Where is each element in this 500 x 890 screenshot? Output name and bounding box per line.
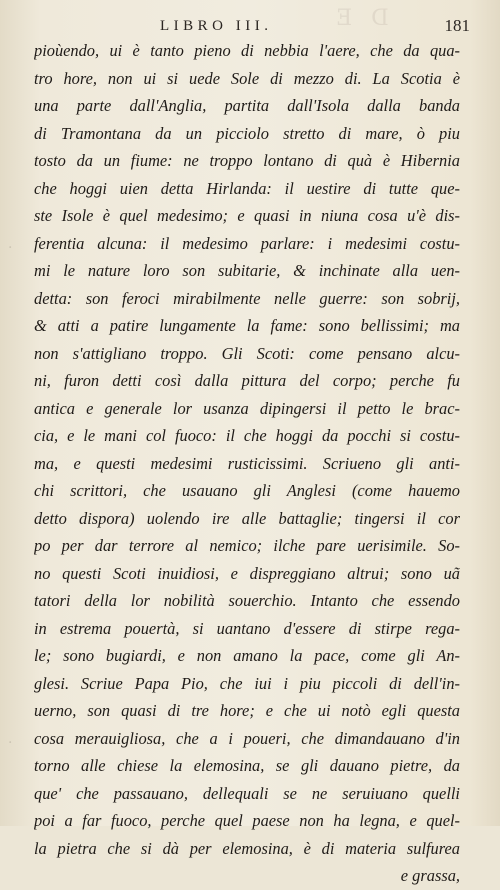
page-number: 181 <box>444 16 470 35</box>
text-line: tosto da un fiume: ne troppo lontano di quà è Hibernia <box>34 151 460 170</box>
text-line: detta: son feroci mirabilmente nelle guerre: son sobrij, <box>34 288 460 308</box>
text-line: le; sono bugiardi, e non amano la pace, come gli An- <box>34 646 460 665</box>
text-line: no questi Scoti inuidiosi, e dispreggiano altrui; sono uã <box>34 563 460 583</box>
margin-mark: · <box>8 240 13 256</box>
text-line: cia, e le mani col fuoco: il che hoggi da pocchi si costu- <box>34 426 460 445</box>
text-line: non s'attigliano troppo. Gli Scoti: come pensano alcu- <box>34 343 460 363</box>
text-line: cosa merauigliosa, che a i poueri, che dimandauano d'in <box>34 728 460 748</box>
text-line: che hoggi uien detta Hirlanda: il uestire di tutte que- <box>34 178 460 198</box>
text-line: tro hore, non ui si uede Sole di mezzo di. La Scotia è <box>34 68 460 88</box>
text-line: & atti a patire lungamente la fame: sono bellissimi; ma <box>34 316 460 335</box>
text-line: detto dispora) uolendo ire alle battaglie; tingersi il cor <box>34 508 460 528</box>
running-title: LIBRO III. <box>160 18 273 34</box>
text-line: torno alle chiese la elemosina, se gli dauano pietre, da <box>34 756 460 775</box>
show-through-ink: D E <box>330 6 389 31</box>
text-line: in estrema pouertà, si uantano d'essere di stirpe rega- <box>34 618 460 638</box>
text-line: tatori della lor nobilità souerchio. Intanto che essendo <box>34 591 460 610</box>
text-line: po per dar terrore al nemico; ilche pare uerisimile. So- <box>34 536 460 555</box>
text-line: la pietra che si dà per elemosina, è di materia sulfurea <box>34 838 460 858</box>
text-line: chi scrittori, che usauano gli Anglesi (come hauemo <box>34 481 460 500</box>
text-line: antica e generale lor usanza dipingersi il petto le brac- <box>34 398 460 418</box>
text-line: ste Isole è quel medesimo; e quasi in niuna cosa u'è dis- <box>34 206 460 225</box>
text-line: ni, furon detti così dalla pittura del corpo; perche fu <box>34 371 460 390</box>
text-line: glesi. Scriue Papa Pio, che iui i piu piccoli di dell'in- <box>34 673 460 693</box>
text-line: mi le nature loro son subitarie, & inchinate alla uen- <box>34 261 460 280</box>
text-line: que' che passauano, dellequali se ne seruiuano quelli <box>34 783 460 803</box>
body-text <box>34 37 460 890</box>
text-line: e grassa, <box>400 866 460 885</box>
text-line: di Tramontana da un picciolo stretto di mare, ò piu <box>34 123 460 143</box>
text-line: uerno, son quasi di tre hore; e che ui notò egli questa <box>34 701 460 720</box>
text-line: ma, e questi medesimi rusticissimi. Scriueno gli anti- <box>34 453 460 473</box>
text-line: ferentia alcuna: il medesimo parlare: i medesimi costu- <box>34 233 460 253</box>
text-line: pioùendo, ui è tanto pieno di nebbia l'aere, che da qua- <box>34 41 460 60</box>
text-line: poi a far fuoco, perche quel paese non ha legna, e quel- <box>34 811 460 830</box>
margin-mark: · <box>8 735 13 751</box>
text-line: una parte dall'Anglia, partita dall'Isola dalla banda <box>34 96 460 115</box>
